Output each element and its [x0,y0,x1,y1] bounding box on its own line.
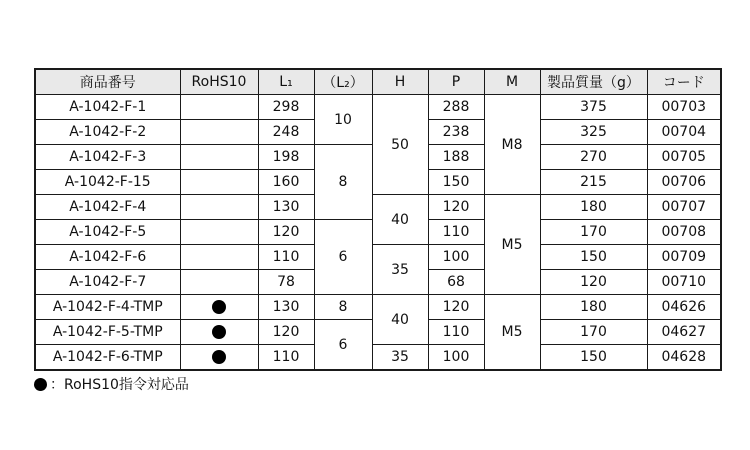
code-value: 00706 [647,170,721,195]
part-number: A-1042-F-2 [35,120,180,145]
l1-value: 130 [258,195,314,220]
rohs-cell [180,95,258,120]
header-code: コード [647,69,721,95]
part-number: A-1042-F-6 [35,245,180,270]
rohs-cell [180,145,258,170]
code-value: 00708 [647,220,721,245]
l2-value: 8 [314,295,372,320]
rohs-footnote [34,374,189,394]
table-row [35,95,721,120]
code-value: 00704 [647,120,721,145]
rohs-cell [180,170,258,195]
l1-value: 120 [258,220,314,245]
footnote-text: ：RoHS10指令対応品 [50,377,189,393]
mass-value: 375 [540,95,647,120]
rohs-cell [180,195,258,220]
p-value: 150 [428,170,484,195]
rohs-cell [180,320,258,345]
mass-value: 120 [540,270,647,295]
l1-value: 110 [258,245,314,270]
header-l1: L₁ [258,69,314,95]
rohs-cell [180,295,258,320]
code-value: 04628 [647,345,721,371]
h-value: 50 [372,95,428,195]
part-number: A-1042-F-4 [35,195,180,220]
rohs-cell [180,245,258,270]
mass-value: 180 [540,295,647,320]
header-mass: 製品質量（g） [540,69,647,95]
table-row [35,295,721,320]
header-row [35,69,721,95]
table-row [35,245,721,270]
l1-value: 248 [258,120,314,145]
mass-value: 180 [540,195,647,220]
p-value: 120 [428,295,484,320]
mass-value: 325 [540,120,647,145]
l1-value: 198 [258,145,314,170]
header-m: M [484,69,540,95]
h-value: 35 [372,245,428,295]
code-value: 00709 [647,245,721,270]
part-number: A-1042-F-7 [35,270,180,295]
table-row [35,195,721,220]
l1-value: 160 [258,170,314,195]
l1-value: 110 [258,345,314,371]
mass-value: 215 [540,170,647,195]
code-value: 00710 [647,270,721,295]
p-value: 120 [428,195,484,220]
code-value: 00707 [647,195,721,220]
header-rohs10: RoHS10 [180,69,258,95]
header-h: H [372,69,428,95]
m-value: M8 [484,95,540,195]
part-number: A-1042-F-3 [35,145,180,170]
mass-value: 170 [540,320,647,345]
p-value: 288 [428,95,484,120]
p-value: 238 [428,120,484,145]
header-part-number: 商品番号 [35,69,180,95]
l1-value: 130 [258,295,314,320]
h-value: 40 [372,295,428,345]
p-value: 110 [428,220,484,245]
spec-table [34,68,722,371]
l2-value: 8 [314,145,372,220]
code-value: 04626 [647,295,721,320]
p-value: 100 [428,245,484,270]
header-l2: （L₂） [314,69,372,95]
rohs-cell [180,270,258,295]
p-value: 68 [428,270,484,295]
rohs-dot-icon [34,378,47,391]
mass-value: 150 [540,245,647,270]
code-value: 00705 [647,145,721,170]
mass-value: 150 [540,345,647,371]
rohs-dot-icon [212,325,226,339]
header-p: P [428,69,484,95]
rohs-dot-icon [212,350,226,364]
mass-value: 270 [540,145,647,170]
table-row [35,345,721,371]
rohs-cell [180,220,258,245]
l1-value: 78 [258,270,314,295]
m-value: M5 [484,195,540,295]
part-number: A-1042-F-5 [35,220,180,245]
code-value: 04627 [647,320,721,345]
p-value: 100 [428,345,484,371]
code-value: 00703 [647,95,721,120]
part-number: A-1042-F-1 [35,95,180,120]
l1-value: 120 [258,320,314,345]
h-value: 40 [372,195,428,245]
rohs-cell [180,345,258,371]
rohs-dot-icon [212,300,226,314]
part-number: A-1042-F-15 [35,170,180,195]
l2-value: 6 [314,320,372,371]
m-value: M5 [484,295,540,371]
part-number: A-1042-F-6-TMP [35,345,180,371]
h-value: 35 [372,345,428,371]
rohs-cell [180,120,258,145]
l1-value: 298 [258,95,314,120]
mass-value: 170 [540,220,647,245]
l2-value: 6 [314,220,372,295]
part-number: A-1042-F-5-TMP [35,320,180,345]
p-value: 188 [428,145,484,170]
part-number: A-1042-F-4-TMP [35,295,180,320]
p-value: 110 [428,320,484,345]
l2-value: 10 [314,95,372,145]
